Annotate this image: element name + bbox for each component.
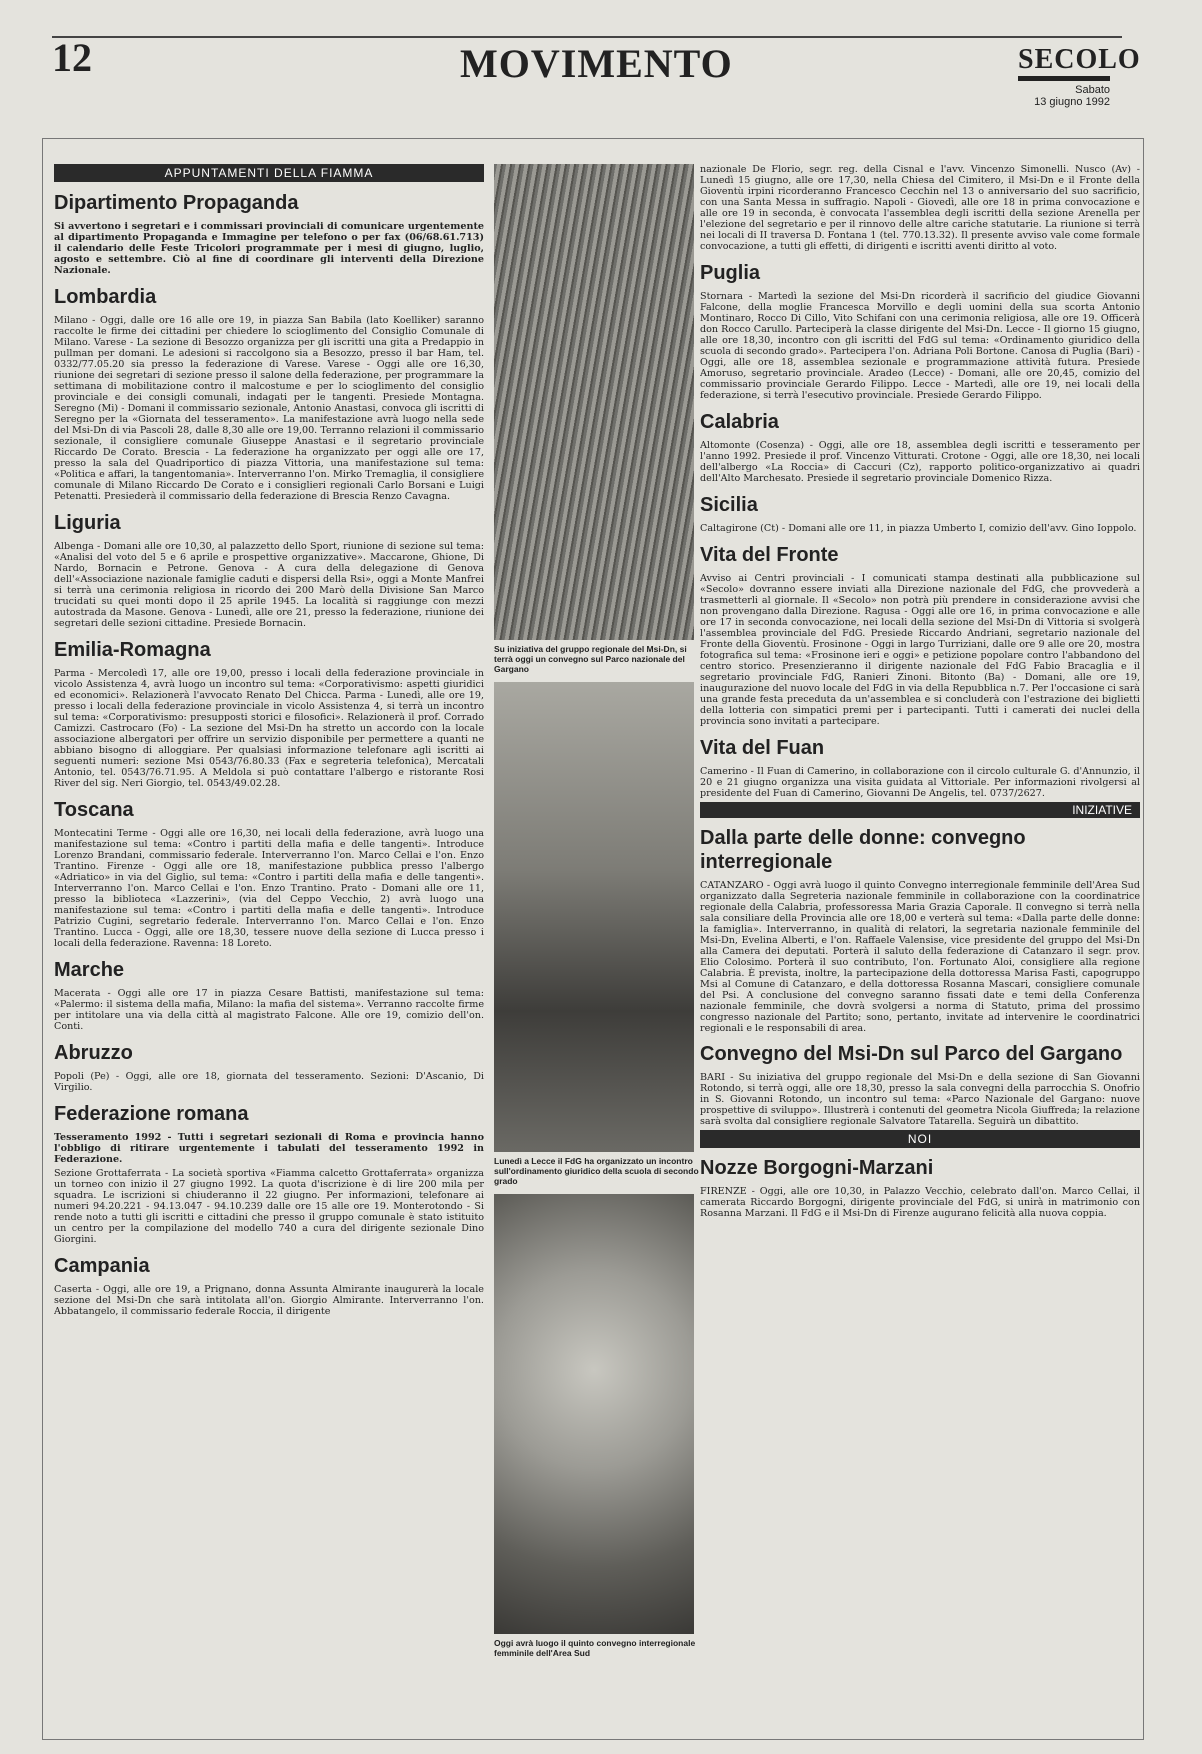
photo-students [494,682,694,1152]
dateline-day: Sabato [1075,84,1110,96]
heading-federazione-romana: Federazione romana [54,1103,249,1125]
top-rule [52,36,1122,38]
heading-puglia: Puglia [700,262,761,284]
text-puglia: Stornara - Martedì la sezione del Msi-Dn ricorderà il sacrificio del giudice Giovanni Falcone, della moglie Francesca Morvillo e degli uomini della sua scorta Antonio Montinaro, Rocco Di Cillo, Vito Schifani con una cerimonia religiosa, alle ore 19. Officerà don Rocco Carullo. Parteciperà la classe dirigente del Msi-Dn. Lecce - Il giorno 15 giugno, alle ore 18,30, incontro con gli iscritti del FdG sul tema: «Ordinamento giuridico della scuola di secondo grado». Partecipera l'on. Adriana Poli Bortone. Canosa di Puglia (Bari) - Oggi, alle ore 18, assemblea sezionale e programmazione attività futura. Presiede Amoruso, segretario provinciale. Aradeo (Lecce) - Domani, alle ore 20,45, comizio del commissario provinciale Gerardo Filippo. Lecce - Martedì, alle ore 19, nei locali della federazione, si terrà l'esecutivo provinciale. Presiede Gerardo Filippo. [700,291,1140,401]
newspaper-logo: SECOLO [1018,44,1141,75]
text-vita-del-fronte: Avviso ai Centri provinciali - I comunicati stampa destinati alla pubblicazione sul «Secolo» dovranno essere inviati alla Direzione nazionale del FdG, che provvederà a trasmetterli al giornale. Il «Secolo» non potrà più prendere in considerazione avvisi che non provengano dalla Direzione. Ragusa - Oggi alle ore 16, in prima convocazione e alle ore 17 in seconda convocazione, nei locali della sezione del Msi-Dn di Vittoria si svolgerà l'assemblea provinciale del FdG. Presiede Riccardo Andriani, segretario nazionale del Fronte della Gioventù. Frosinone - Oggi in largo Turriziani, dalle ore 9 alle ore 20, mostra fotografica sul tema: «Frosinone ieri e oggi» e petizione popolare contro l'abbandono del centro storico. Presenzieranno il dirigente nazionale del FdG Fabio Bracaglia e il segretario provinciale FdG, Ranieri Zinoni. Bitonto (Ba) - Domani, alle ore 19, inaugurazione del nuovo locale del FdG in via della Repubblica n.7. Per l'occasione ci sarà una grande festa preceduta da un'assemblea e si concluderà con l'estrazione dei biglietti della lotteria con simpatici premi per i partecipanti. Tutti i camerati dei nuclei della provincia sono invitati a partecipare. [700,573,1140,727]
text-campania: Caserta - Oggi, alle ore 19, a Prignano, donna Assunta Almirante inaugurerà la locale sezione del Msi-Dn che sarà intitolata all'on. Giorgio Almirante. Interverranno l'on. Abbatangelo, il commissario federale Roccia, il dirigente [54,1284,484,1317]
heading-emilia-romagna: Emilia-Romagna [54,639,211,661]
caption-photo-3: Oggi avrà luogo il quinto convegno interregionale femminile dell'Area Sud [494,1638,696,1658]
text-emilia-romagna: Parma - Mercoledì 17, alle ore 19,00, presso i locali della federazione provinciale in vicolo Assistenza 4, avrà luogo un incontro sul tema: «Corporativismo: aspetti giuridici ed economici». Relazionerà l'avvocato Renato Del Chicca. Parma - Lunedì, alle ore 19, presso i locali della federazione provinciale in vicolo Assistenza 4, si terrà un incontro sul tema: «Corporativismo: presupposti storici e filosofici». Relazionerà il prof. Corrado Camizzi. Castrocaro (Fo) - La sezione del Msi-Dn ha stretto un accordo con la locale associazione albergatori per offrire un servizio disponibile per permettere a quanti ne abbiano bisogno di alloggiare. Per qualsiasi informazione telefonare agli iscritti ai seguenti numeri: sezione Msi 0543/76.80.33 (Fax e segreteria telefonica), Mercatali Antonio, tel. 0543/76.71.95. A Meldola si può contattare l'albergo e ristorante Rosi River del sig. Neri Giorgio, tel. 0543/49.02.28. [54,668,484,789]
heading-vita-del-fuan: Vita del Fuan [700,737,825,759]
caption-photo-1: Su iniziativa del gruppo regionale del Msi-Dn, si terrà oggi un convegno sul Parco nazionale del Gargano [494,644,687,674]
dateline-date: 13 giugno 1992 [1034,96,1110,108]
heading-campania: Campania [54,1255,150,1277]
column-right [700,164,1140,1724]
text-abruzzo: Popoli (Pe) - Oggi, alle ore 18, giornata del tesseramento. Sezioni: D'Ascanio, Di Virgilio. [54,1071,484,1093]
text-federazione-romana: Sezione Grottaferrata - La società sportiva «Fiamma calcetto Grottaferrata» organizza un torneo con inizio il 27 giugno 1992. La quota d'iscrizione è di lire 200 mila per squadra. Le iscrizioni si chiuderanno il 22 giugno. Per informazioni, telefonare ai numeri 94.20.221 - 94.13.047 - 94.10.239 dalle ore 15 alle ore 19. Monterotondo - Si rende noto a tutti gli iscritti e cittadini che presso il gruppo comunale è stato istituito un centro per la compilazione del modello 740 a cura del dirigente sezionale Dino Giorgini. [54,1168,484,1245]
banner-noi: NOI [700,1130,1140,1148]
logo-underline [1018,76,1110,81]
heading-toscana: Toscana [54,799,134,821]
text-vita-del-fuan: Camerino - Il Fuan di Camerino, in collaborazione con il circolo culturale G. d'Annunzio, il 20 e 21 giugno organizza una visita guidata al Vittoriale. Per informazioni rivolgersi al presidente del Fuan di Camerino, Giovanni De Angelis, tel. 0737/2627. [700,766,1140,799]
heading-abruzzo: Abruzzo [54,1042,133,1064]
dateline [1000,84,1110,108]
section-title: MOVIMENTO [460,41,733,86]
text-sicilia: Caltagirone (Ct) - Domani alle ore 11, in piazza Umberto I, comizio dell'avv. Gino Ioppolo. [700,523,1137,534]
text-liguria: Albenga - Domani alle ore 10,30, al palazzetto dello Sport, riunione di sezione sul tema: «Analisi del voto del 5 e 6 aprile e prospettive organizzative». Maccarone, Ghione, Di Nardo, Bornacin e Petrone. Genova - A cura della delegazione di Genova dell'«Associazione nazionale famiglie caduti e dispersi della Rsi», oggi a Monte Manfrei si terrà una cerimonia religiosa in ricordo dei 200 Marò della Divisione San Marco trucidati su quei monti dopo il 25 aprile 1945. La località si raggiunge con mezzi autostrada da Masone. Genova - Lunedì, alle ore 21, presso la federazione, riunione dei segretari delle sezioni cittadine. Presiede Bornacin. [54,541,484,629]
column-photos [494,164,704,1724]
heading-calabria: Calabria [700,411,779,433]
heading-lombardia: Lombardia [54,286,157,308]
caption-photo-2: Lunedì a Lecce il FdG ha organizzato un incontro sull'ordinamento giuridico della scuola di secondo grado [494,1156,699,1186]
text-lombardia: Milano - Oggi, dalle ore 16 alle ore 19, in piazza San Babila (lato Koelliker) saranno raccolte le firme dei cittadini per chiedere lo scioglimento del Consiglio Comunale di Milano. Varese - La sezione di Besozzo organizza per gli iscritti una gita a Predappio in pullman per domani. Le adesioni si raccolgono sia a Besozzo, presso il bar Ham, tel. 0332/77.05.20 sia presso la federazione di Varese. Varese - Oggi alle ore 16,30, riunione dei segretari di sezione presso il salone della federazione, per programmare la settimana di mobilitazione contro il malcostume e per lo scioglimento del consiglio provinciale e dei consigli comunali, indagati per le tangenti. Presiede Montagna. Seregno (Mi) - Domani il commissario sezionale, Antonio Anastasi, convoca gli iscritti di Seregno per la «Giornata del tesseramento». La manifestazione avrà luogo nella sede del Msi-Dn di via Pascoli 28, dalle 8,30 alle ore 19,00. Terranno relazioni il commissario sezionale, il consigliere comunale Giuseppe Anastasi e il segretario provinciale Riccardo De Corato. Brescia - La federazione ha organizzato per oggi alle ore 17, presso la sala del Quadriportico di piazza Vittoria, una manifestazione sul tema: «Politica e affari, la tangentomania». Interverranno l'on. Mirko Tremaglia, il consigliere comunale di Milano Riccardo De Corato e i consiglieri regionali Carlo Borsani e Luigi Petenatti. Presiederà il commissario della federazione di Brescia Renzo Cavagna. [54,315,484,502]
banner-iniziative: INIZIATIVE [700,802,1140,818]
text-calabria: Altomonte (Cosenza) - Oggi, alle ore 18, assemblea degli iscritti e tesseramento per l'anno 1992. Presiede il prof. Vincenzo Vitturati. Crotone - Oggi, alle ore 18,30, nei locali dell'albergo «La Roccia» di Caccuri (Cz), rapporto politico-organizzativo ai quadri dell'Alto Marchesato. Presiede il segretario provinciale Domenico Rizza. [700,440,1140,484]
text-campania-continued: nazionale De Florio, segr. reg. della Cisnal e l'avv. Vincenzo Simonelli. Nusco (Av) - Lunedì 15 giugno, alle ore 17,30, nella Chiesa del Cimitero, il Msi-Dn e il Fronte della Gioventù irpini ricorderanno Francesco Cecchin nel 13 o anniversario del suo sacrificio, con una Santa Messa in suffragio. Napoli - Giovedì, alle ore 18 in prima convocazione e alle ore 19 in seconda, è convocata l'assemblea degli iscritti della sezione Arenella per l'elezione del segretario e per il rinnovo delle altre cariche statutarie. La riunione si terrà nei locali di II traversa D. Fontana 1 (tel. 770.13.32). Il presente avviso vale come formale convocazione, a tutti gli effetti, di dirigenti e iscritti aventi diritto al voto. [700,164,1140,252]
heading-dalla-parte-delle-donne: Dalla parte delle donne: convegno interregionale [700,827,1026,873]
text-nozze: FIRENZE - Oggi, alle ore 10,30, in Palazzo Vecchio, celebrato dall'on. Marco Cellai, il camerata Riccardo Borgogni, dirigente provinciale del FdG, si unirà in matrimonio con Rosanna Marzani. Il FdG e il Msi-Dn di Firenze augurano felicità alla nuova coppia. [700,1186,1140,1219]
text-toscana: Montecatini Terme - Oggi alle ore 16,30, nei locali della federazione, avrà luogo una manifestazione sul tema: «Contro i partiti della mafia e delle tangenti». Introduce Lorenzo Brandani, commissario federale. Interverranno l'on. Marco Cellai e l'on. Enzo Trantino. Firenze - Oggi alle ore 18, manifestazione pubblica presso l'albergo «Adriatico» in via del Giglio, sul tema: «Contro i partiti della mafia e delle tangenti». Interverranno l'on. Marco Cellai e l'on. Enzo Trantino. Prato - Domani alle ore 11, presso la biblioteca «Lazzerini», (via del Ceppo Vecchio, 2) avrà luogo una manifestazione sul tema: «Contro i partiti della mafia e delle tangenti». Introduce Patrizio Cugini, segretario federale. Interverranno l'on. Marco Cellai e l'on. Enzo Trantino. Lucca - Oggi, alle ore 18,30, tessere nuove della sezione di Lucca presso i locali della federazione. Ravenna: 18 Loreto. [54,828,484,949]
heading-propaganda: Dipartimento Propaganda [54,192,299,214]
page-number: 12 [52,35,92,80]
text-marche: Macerata - Oggi alle ore 17 in piazza Cesare Battisti, manifestazione sul tema: «Palermo: il sistema della mafia, Milano: la mafia del sistema». Verranno raccolte firme per intitolare una via della città al magistrato Falcone. Alle ore 19, comizio dell'on. Conti. [54,988,484,1032]
heading-vita-del-fronte: Vita del Fronte [700,544,839,566]
heading-sicilia: Sicilia [700,494,758,516]
heading-convegno-gargano: Convegno del Msi-Dn sul Parco del Gargano [700,1043,1123,1065]
photo-forest [494,164,694,640]
heading-nozze: Nozze Borgogni-Marzani [700,1157,934,1179]
column-left [54,164,484,1724]
photo-women [494,1194,694,1634]
banner-appuntamenti: APPUNTAMENTI DELLA FIAMMA [54,164,484,182]
text-convegno-gargano: BARI - Su iniziativa del gruppo regionale del Msi-Dn e della sezione di San Giovanni Rotondo, si terrà oggi, alle ore 18,30, presso la sala convegni della parrocchia S. Onofrio in S. Giovanni Rotondo, un incontro sul tema: «Parco Nazionale del Gargano: nuove prospettive di sviluppo». Illustrerà i contenuti del geometra Nicola Giuffreda; la relazione sarà svolta dal consigliere regionale Salvatore Tatarella. Seguirà un dibattito. [700,1072,1140,1127]
text-propaganda: Si avvertono i segretari e i commissari provinciali di comunicare urgentemente al dipartimento Propaganda e Immagine per telefono o per fax (06/68.61.713) il calendario delle Feste Tricolori programmate per i mesi di giugno, luglio, agosto e settembre. Ciò al fine di coordinare gli interventi della Direzione Nazionale. [54,221,484,276]
text-dalla-parte-delle-donne: CATANZARO - Oggi avrà luogo il quinto Convegno interregionale femminile dell'Area Sud organizzato dalla Segreteria nazionale femminile in collaborazione con la coordinatrice regionale della Calabria, professoressa Maria Grazia Caporale. Il convegno si terrà nella sala consiliare della Provincia alle ore 18,00 e verterà sul tema: «Dalla parte delle donne: la famiglia». Interverranno, in qualità di relatori, la segretaria nazionale femminile del Msi-Dn, Evelina Alberti, e l'on. Raffaele Valensise, vice presidente del gruppo del Msi-Dn alla Camera dei deputati. Porterà il saluto della federazione di Catanzaro il segr. prov. Elio Colosimo. Porterà il suo contributo, l'on. Fortunato Aloi, consigliere alla regione Calabria. È prevista, inoltre, la partecipazione della dottoressa Marisa Fasti, capogruppo Msi al Comune di Catanzaro, e della dottoressa Rosanna Mascari, consigliere comunale del Psi. A conclusione del convegno saranno fissati date e temi della Conferenza nazionale femminile, che dovrà svolgersi a norma di Statuto, prima del prossimo congresso nazionale del Partito; sono, pertanto, invitate ad intervenire le coordinatrici regionali e le responsabili di area. [700,880,1140,1034]
heading-liguria: Liguria [54,512,121,534]
text-federazione-romana-bold: Tesseramento 1992 - Tutti i segretari sezionali di Roma e provincia hanno l'obbligo di ritirare urgentemente i tabulati del tesseramento 1992 in Federazione. [54,1132,484,1165]
heading-marche: Marche [54,959,125,981]
